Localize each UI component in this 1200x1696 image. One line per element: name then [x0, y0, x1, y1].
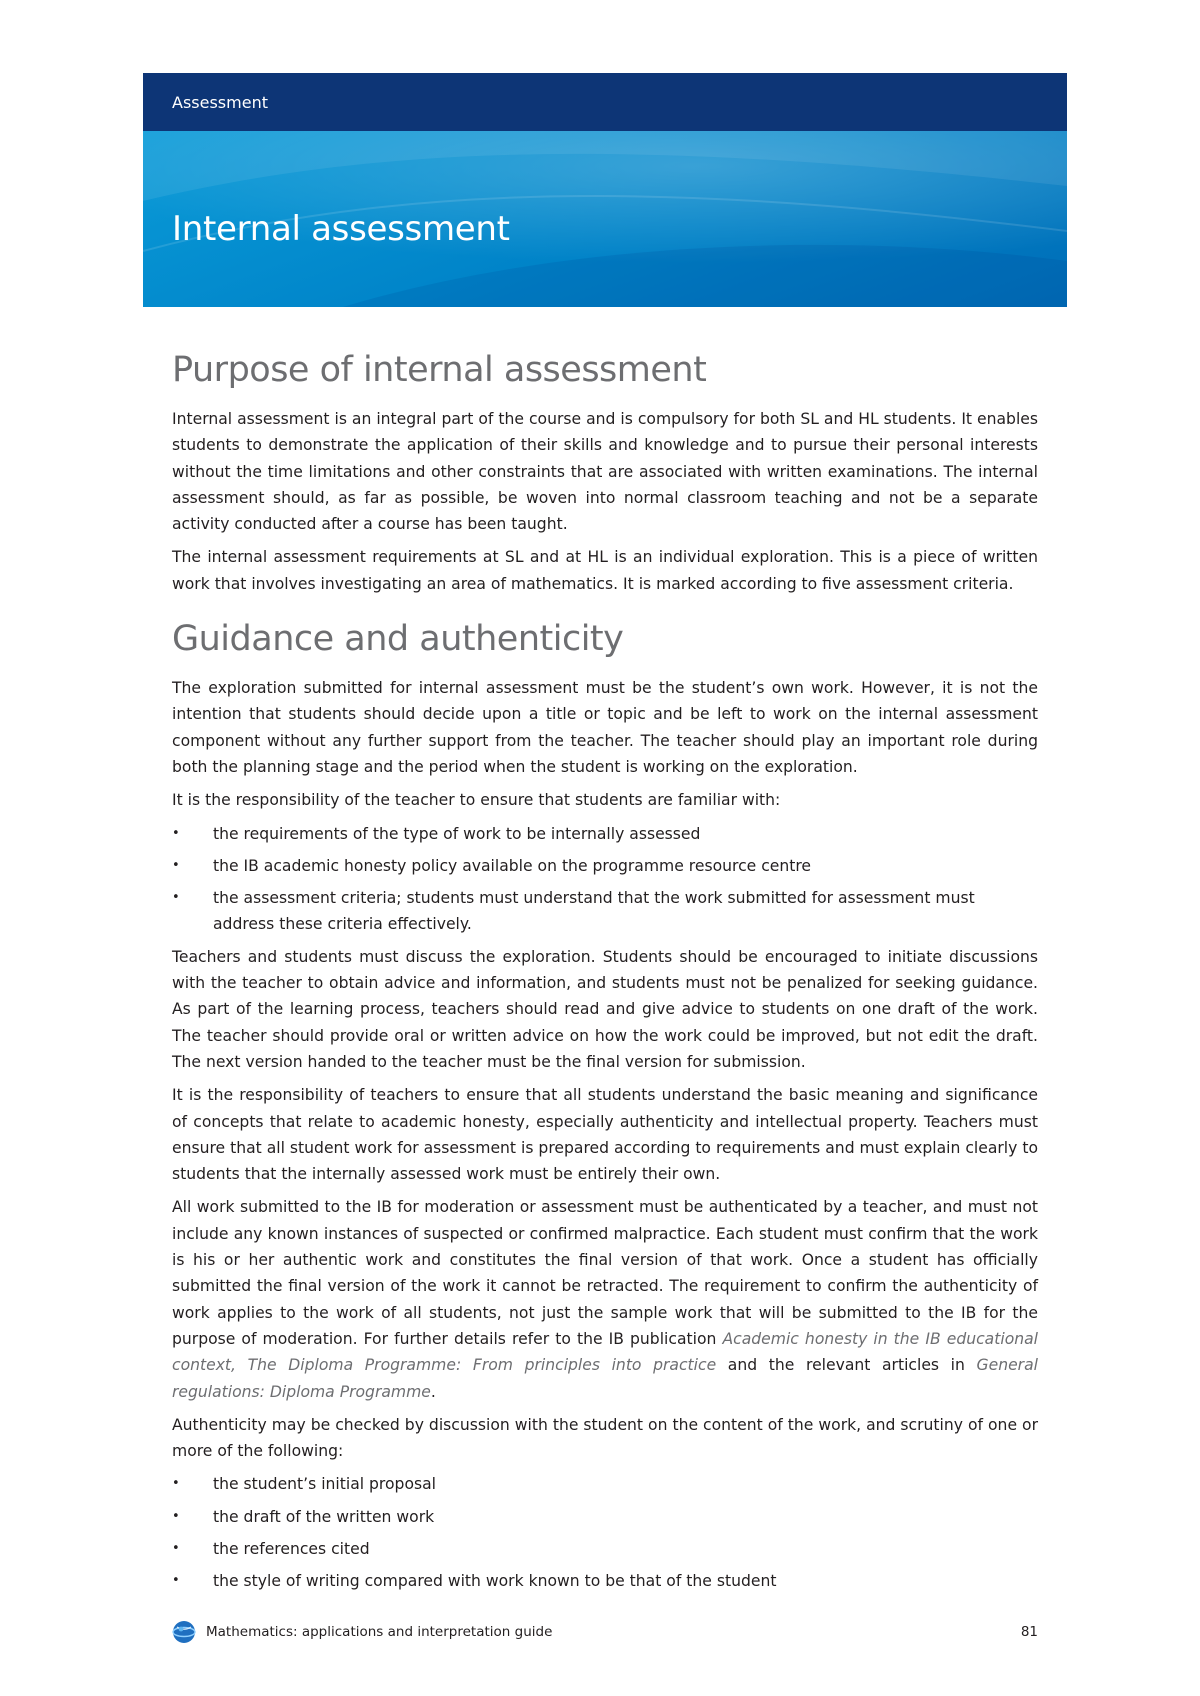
guidance-paragraph-1: The exploration submitted for internal assessment must be the student’s own work. However, it is not the intention that students should decide upon a title or topic and be left to work on the internal assessment component without any further support from the teacher. The teacher should play an important role during both the planning stage and the period when the student is working on the exploration.	[172, 679, 1038, 776]
list-item: • the assessment criteria; students must understand that the work submitted for assessment must address these criteria effectively.	[172, 885, 1038, 938]
regulations-reference-link[interactable]: General regulations: Diploma Programme	[172, 1356, 1038, 1401]
page-footer	[172, 1618, 1038, 1646]
scrutiny-list	[172, 1471, 1038, 1594]
guidance-paragraph-6: Authenticity may be checked by discussion with the student on the content of the work, and scrutiny of one or more of the following:	[172, 1415, 1038, 1461]
section-header-bar	[143, 73, 1067, 131]
ib-globe-logo-icon	[172, 1620, 196, 1644]
list-item: • the requirements of the type of work to be internally assessed	[172, 821, 1038, 847]
list-item: • the references cited	[172, 1536, 1038, 1562]
text-run: .	[430, 1382, 436, 1401]
guidance-paragraph-2: It is the responsibility of the teacher to ensure that students are familiar with:	[172, 791, 781, 810]
text-run: All work submitted to the IB for moderation or assessment must be authenticated by a teacher, and must not include any known instances of suspected or confirmed malpractice. Each student must confirm that the work is his or her authentic work and constitutes the final version of that work. Once a student has officially submitted the final version of the work it cannot be retracted. The requirement to confirm the authenticity of work applies to the work of all students, not just the sample work that will be submitted to the IB for the purpose of moderation. For further details refer to the IB publication	[172, 1198, 1038, 1348]
purpose-paragraph-1: Internal assessment is an integral part of the course and is compulsory for both SL and HL students. It enables students to demonstrate the application of their skills and knowledge and to pursue their personal interests without the time limitations and other constraints that are associated with written examinations. The internal assessment should, as far as possible, be woven into normal classroom teaching and not be a separate activity conducted after a course has been taught.	[172, 410, 1038, 534]
page-title: Internal assessment	[172, 209, 510, 249]
section-label: Assessment	[172, 93, 268, 112]
footer-guide-title: Mathematics: applications and interpretation guide	[206, 1624, 553, 1640]
list-item: • the student’s initial proposal	[172, 1471, 1038, 1497]
guidance-paragraph-3: Teachers and students must discuss the exploration. Students should be encouraged to initiate discussions with the teacher to obtain advice and information, and students must not be penalized for seeking guidance. As part of the learning process, teachers should read and give advice to students on one draft of the work. The teacher should provide oral or written advice on how the work could be improved, but not edit the draft. The next version handed to the teacher must be the final version for submission.	[172, 947, 1038, 1071]
purpose-paragraph-2: The internal assessment requirements at SL and at HL is an individual exploration. This is a piece of written work that involves investigating an area of mathematics. It is marked according to five assessment criteria.	[172, 548, 1038, 593]
list-item: • the draft of the written work	[172, 1504, 1038, 1530]
title-banner	[143, 131, 1067, 307]
familiar-with-list	[172, 821, 1038, 938]
list-item: • the style of writing compared with work known to be that of the student	[172, 1568, 1038, 1594]
main-content	[172, 348, 1038, 1601]
guidance-paragraph-4: It is the responsibility of teachers to ensure that all students understand the basic meaning and significance of concepts that relate to academic honesty, especially authenticity and intellectual property. Teachers must ensure that all student work for assessment is prepared according to requirements and must explain clearly to students that the internally assessed work must be entirely their own.	[172, 1086, 1038, 1184]
list-item: • the IB academic honesty policy available on the programme resource centre	[172, 853, 1038, 879]
page-number: 81	[1020, 1624, 1038, 1640]
publication-reference-link[interactable]: Academic honesty in the IB educational context, The Diploma Programme: From principles into practice	[172, 1329, 1039, 1375]
heading-purpose: Purpose of internal assessment	[172, 350, 707, 390]
text-run: and the relevant articles in	[716, 1356, 977, 1375]
guidance-paragraph-5	[172, 1194, 1038, 1404]
heading-guidance: Guidance and authenticity	[172, 619, 624, 660]
